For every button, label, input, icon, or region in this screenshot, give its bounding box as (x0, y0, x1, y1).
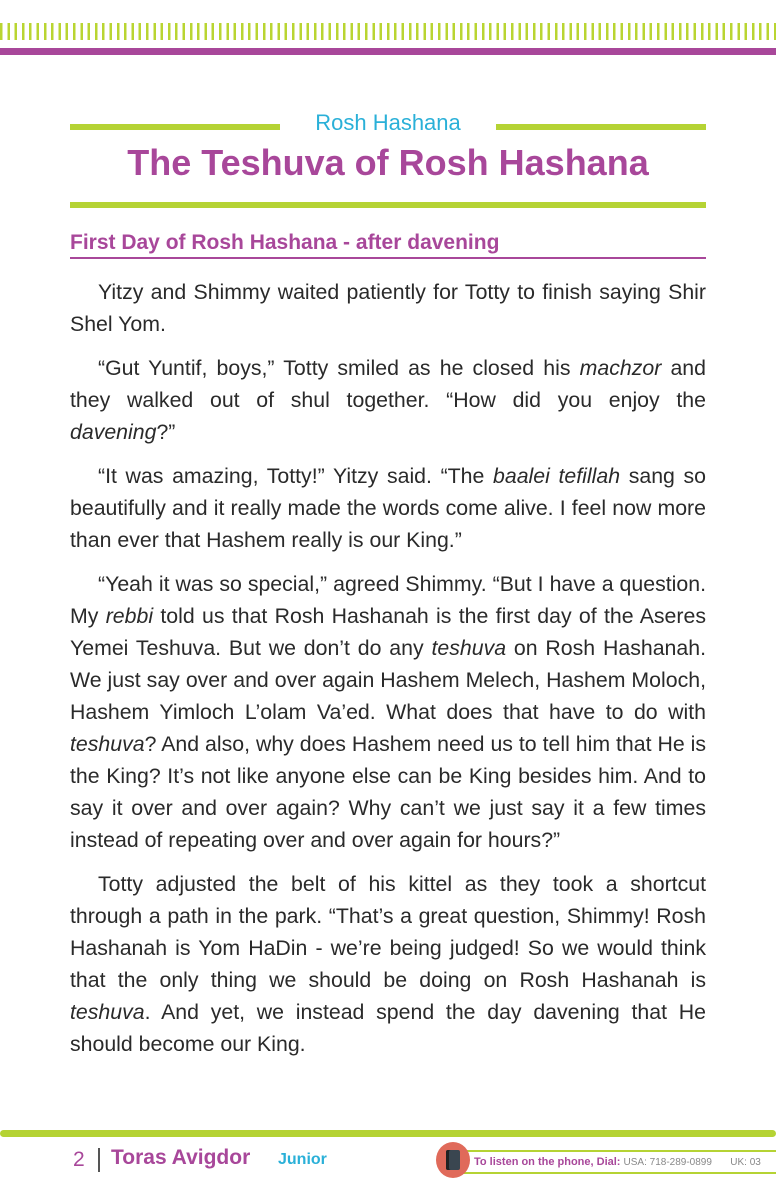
phone-label: To listen on the phone, Dial: (474, 1156, 621, 1168)
text-run: ?” (156, 420, 176, 444)
text-run: sang so beautifully and it really made the words come alive. I feel now more than ever that Hashem really is our King.” (70, 464, 707, 552)
paragraph (70, 352, 706, 448)
phone-info (460, 1150, 776, 1174)
footer-bar (0, 1130, 776, 1137)
italic-term: machzor (579, 356, 662, 380)
italic-term: teshuva (70, 1000, 145, 1024)
italic-term: baalei tefillah (493, 464, 621, 488)
section-label: Rosh Hashana (315, 110, 461, 135)
italic-term: davening (70, 420, 157, 444)
paragraph (70, 460, 706, 556)
text-run: told us that Rosh Hashanah is the first day of the Aseres Yemei Teshuva. But we don’t do any (70, 604, 706, 660)
footer-divider (98, 1148, 100, 1172)
page-number: 2 (73, 1148, 85, 1171)
text-run: and they walked out of shul together. “How did you enjoy the (70, 356, 706, 412)
phone-uk: UK: 03 (730, 1157, 761, 1168)
brand-suffix: Junior (278, 1151, 327, 1168)
story-body (70, 276, 706, 1072)
paragraph (70, 276, 706, 340)
italic-term: teshuva (431, 636, 507, 660)
brand-name: Toras Avigdor (111, 1146, 251, 1169)
text-run: Yitzy and Shimmy waited patiently for Totty to finish saying Shir Shel Yom. (70, 280, 706, 336)
top-bar (0, 48, 776, 55)
text-run: ? And also, why does Hashem need us to tell him that He is the King? It’s not like anyone else can be King besides him. And to say it over and over again? Why can’t we just say it a few times instead of repeating over and over again for hours?” (70, 732, 706, 852)
italic-term: rebbi (105, 604, 154, 628)
phone-icon (436, 1142, 470, 1178)
title-rule-bottom (70, 202, 706, 208)
paragraph (70, 868, 706, 1060)
text-run: “Gut Yuntif, boys,” Totty smiled as he closed his (98, 356, 580, 380)
page-title: The Teshuva of Rosh Hashana (127, 142, 649, 183)
decorative-stripe (0, 23, 776, 40)
paragraph (70, 568, 706, 856)
italic-term: teshuva (70, 732, 145, 756)
phone-usa: USA: 718-289-0899 (623, 1157, 712, 1168)
text-run: “It was amazing, Totty!” Yitzy said. “The (98, 464, 494, 488)
text-run: . And yet, we instead spend the day davening that He should become our King. (70, 1000, 706, 1056)
text-run: Totty adjusted the belt of his kittel as they took a shortcut through a path in the park. “That’s a great question, Shimmy! Rosh Hashanah is Yom HaDin - we’re being judged! So we would think that the only thing we should be doing on Rosh Hashanah is (70, 872, 706, 992)
subheading: First Day of Rosh Hashana - after davening (70, 231, 706, 259)
text-run: on Rosh Hashanah. We just say over and over again Hashem Melech, Hashem Moloch, Hashem Yimloch L’olam Va’ed. What does that have to do with (70, 636, 706, 724)
text-run: “Yeah it was so special,” agreed Shimmy. “But I have a question. My (70, 572, 706, 628)
